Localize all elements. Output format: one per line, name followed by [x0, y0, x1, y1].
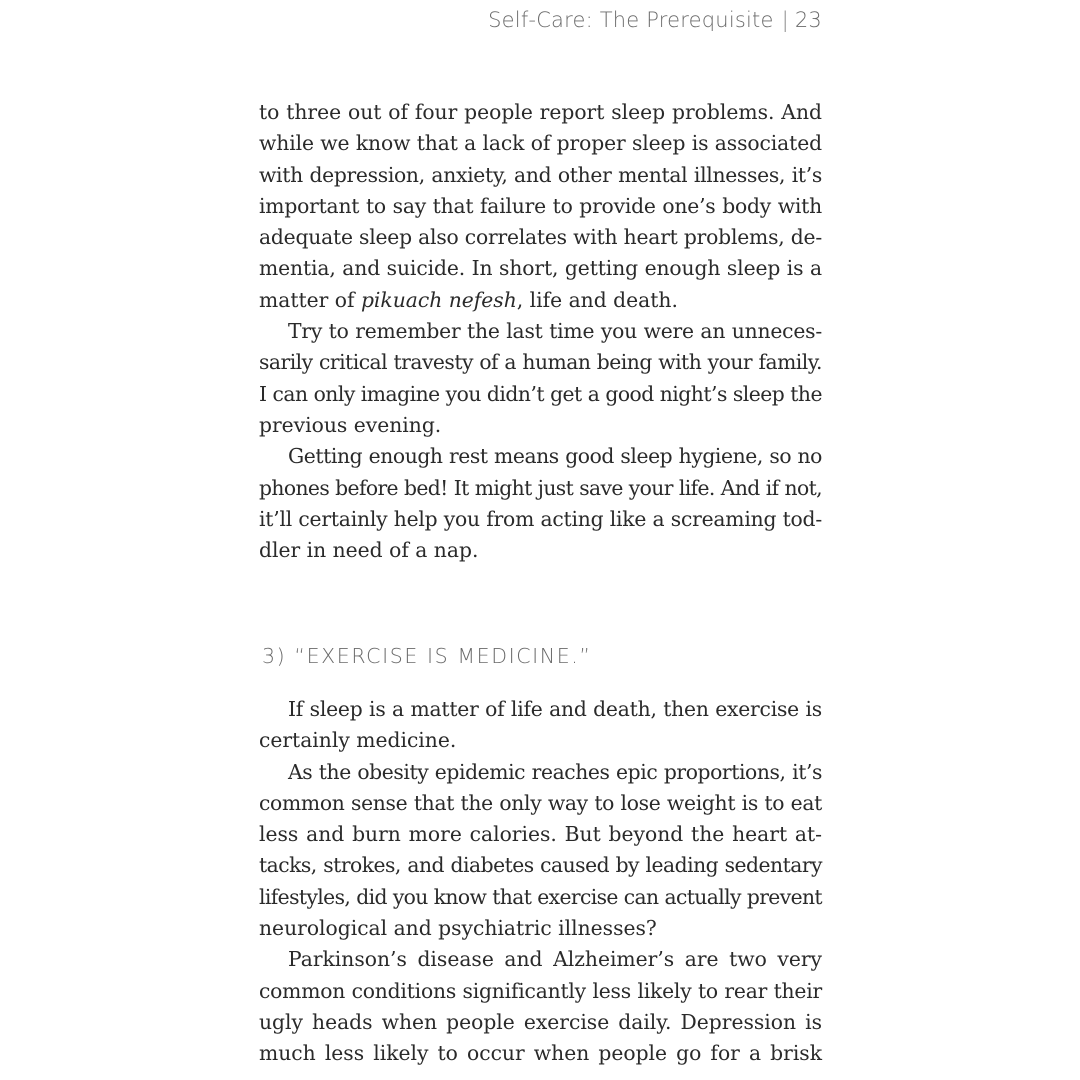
text-line: common conditions significantly less likely to rear their — [259, 978, 822, 1003]
section-heading: 3) “EXERCISE IS MEDICINE.” — [262, 644, 592, 668]
text-line: Parkinson’s disease and Alzheimer’s are two very — [288, 947, 822, 972]
text-line: much less likely to occur when people go for a brisk — [259, 1041, 822, 1066]
text-line: lifestyles, did you know that exercise can actually prevent — [259, 884, 822, 909]
text-line: with depression, anxiety, and other mental illnesses, it’s — [259, 162, 822, 187]
text-line: neurological and psychiatric illnesses? — [259, 916, 657, 941]
text-line: sarily critical travesty of a human being with your family. — [259, 350, 822, 375]
text-line — [259, 285, 822, 316]
hebrew-term: pikuach nefesh — [360, 287, 517, 312]
text-line: it’ll certainly help you from acting like a screaming tod- — [259, 506, 822, 531]
text-line: Try to remember the last time you were an unneces- — [288, 319, 822, 344]
running-head — [488, 8, 822, 32]
text-line: less and burn more calories. But beyond the heart at- — [259, 822, 822, 847]
text-line: phones before bed! It might just save your life. And if not, — [259, 475, 822, 500]
text-line: mentia, and suicide. In short, getting enough sleep is a — [259, 256, 822, 281]
header-separator: | — [781, 8, 789, 32]
text-line: common sense that the only way to lose weight is to eat — [259, 790, 822, 815]
text-line: while we know that a lack of proper sleep is associated — [259, 131, 822, 156]
text-line: tacks, strokes, and diabetes caused by leading sedentary — [259, 853, 822, 878]
text-line: adequate sleep also correlates with heart problems, de- — [259, 225, 823, 250]
body-text-lower — [259, 694, 822, 1070]
text-line: As the obesity epidemic reaches epic proportions, it’s — [288, 759, 822, 784]
text-line: previous evening. — [259, 412, 442, 437]
text-line: dler in need of a nap. — [259, 538, 479, 563]
text-line: important to say that failure to provide one’s body with — [259, 193, 822, 218]
body-text-upper — [259, 97, 822, 566]
text-line: ugly heads when people exercise daily. Depression is — [259, 1009, 822, 1034]
text-line: to three out of four people report sleep problems. And — [259, 100, 822, 124]
text-line: Getting enough rest means good sleep hygiene, so no — [288, 444, 822, 469]
text-line: I can only imagine you didn’t get a good night’s sleep the — [259, 381, 822, 406]
text-run: matter of — [259, 287, 361, 312]
text-run: , life and death. — [516, 287, 678, 312]
text-line: certainly medicine. — [259, 728, 457, 753]
page-number: 23 — [794, 8, 822, 32]
text-line: If sleep is a matter of life and death, then exercise is — [288, 697, 822, 721]
running-title: Self-Care: The Prerequisite — [488, 8, 774, 32]
